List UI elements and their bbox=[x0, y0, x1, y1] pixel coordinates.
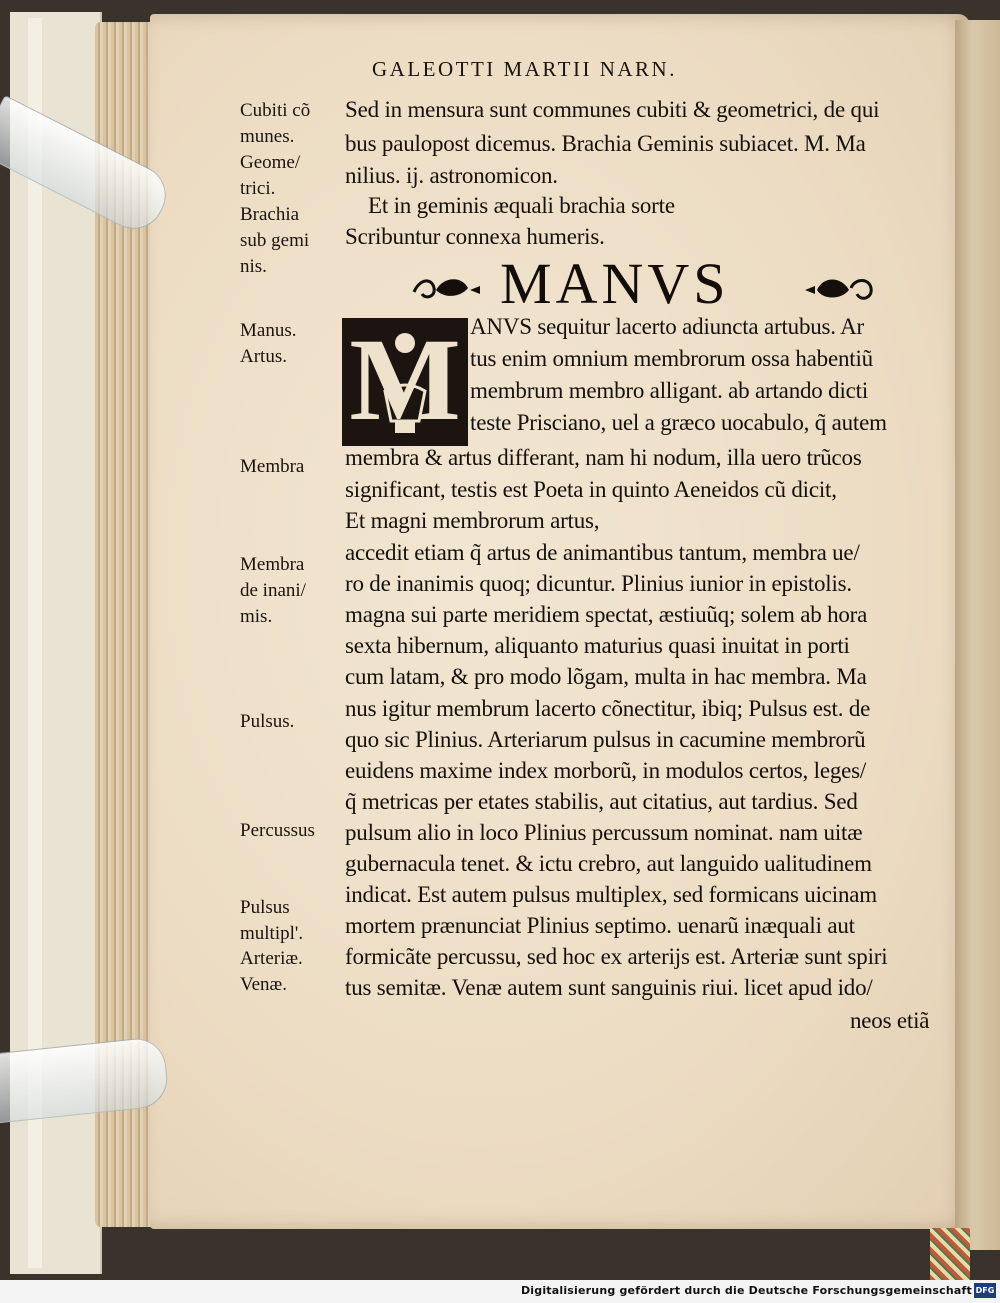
margin-note: Arteriæ. bbox=[240, 948, 303, 969]
margin-note: Geome/ trici. bbox=[240, 152, 301, 199]
text-line: ro de inanimis quoq; dicuntur. Plinius iunior in epistolis. bbox=[345, 571, 852, 596]
text-line: mortem prænunciat Plinius septimo. uenarũ inæquali aut bbox=[345, 913, 855, 938]
fleuron-right-icon bbox=[805, 270, 875, 310]
text-line: indicat. Est autem pulsus multiplex, sed formicans uicinam bbox=[345, 882, 877, 907]
text-line: significant, testis est Poeta in quinto Aeneidos cũ dicit, bbox=[345, 477, 837, 502]
bookmark-ribbon bbox=[930, 1228, 970, 1280]
drop-cap-letter: M bbox=[349, 318, 461, 445]
text-line: Sed in mensura sunt communes cubiti & geometrici, de qui bbox=[345, 97, 880, 122]
text-line: q̃ metricas per etates stabilis, aut citatius, aut tardius. Sed bbox=[345, 789, 858, 814]
margin-note: Pulsus multipl'. bbox=[240, 897, 304, 944]
fleuron-left-icon bbox=[410, 270, 480, 310]
text-line: Et magni membrorum artus, bbox=[345, 508, 600, 533]
text-line: pulsum alio in loco Plinius percussum nominat. nam uitæ bbox=[345, 820, 863, 845]
text-line: bus paulopost dicemus. Brachia Geminis subiacet. M. Ma bbox=[345, 131, 866, 156]
text-line: sexta hibernum, aliquanto maturius quasi inuitat in porti bbox=[345, 633, 850, 658]
margin-note: Percussus bbox=[240, 820, 315, 841]
margin-note: Membra de inani/ mis. bbox=[240, 554, 306, 627]
text-line: quo sic Plinius. Arteriarum pulsus in cacumine membrorũ bbox=[345, 727, 866, 752]
text-line: magna sui parte meridiem spectat, æstiuũq; solem ab hora bbox=[345, 602, 868, 627]
margin-note: Brachia sub gemi nis. bbox=[240, 204, 310, 277]
text-line: tus enim omnium membrorum ossa habentiũ bbox=[470, 346, 873, 371]
facing-page-gutter bbox=[955, 20, 1000, 1250]
text-line: Et in geminis æquali brachia sorte bbox=[368, 193, 675, 218]
text-line: tus semitæ. Venæ autem sunt sanguinis riui. licet apud ido/ bbox=[345, 975, 873, 1000]
dfg-logo: DFG bbox=[974, 1283, 996, 1298]
heading-word: MANVS bbox=[500, 251, 730, 316]
funding-credit: Digitalisierung gefördert durch die Deutsche Forschungsgemeinschaft bbox=[520, 1284, 972, 1297]
text-line: membra & artus differant, nam hi nodum, illa uero trũcos bbox=[345, 445, 862, 470]
text-line: membrum membro alligant. ab artando dicti bbox=[470, 378, 869, 403]
text-line: euidens maxime index morborũ, in modulos certos, leges/ bbox=[345, 758, 867, 783]
catchword: neos etiã bbox=[850, 1008, 930, 1033]
text-line: teste Prisciano, uel a græco uocabulo, q̃ autem bbox=[470, 410, 887, 435]
drop-cap-woodcut bbox=[342, 318, 468, 446]
margin-note: Cubiti cõ munes. bbox=[240, 100, 311, 147]
text-line: formicãte percussu, sed hoc ex arterijs est. Arteriæ sunt spiri bbox=[345, 944, 888, 969]
section-heading bbox=[410, 250, 890, 316]
text-line: Scribuntur connexa humeris. bbox=[345, 224, 605, 249]
text-line: accedit etiam q̃ artus de animantibus tantum, membra ue/ bbox=[345, 540, 860, 565]
text-line: ANVS sequitur lacerto adiuncta artubus. Ar bbox=[470, 314, 864, 339]
margin-note: Manus. Artus. bbox=[240, 320, 297, 367]
text-line: gubernacula tenet. & ictu crebro, aut languido ualitudinem bbox=[345, 851, 872, 876]
margin-note: Venæ. bbox=[240, 974, 287, 995]
text-line: nus igitur membrum lacerto cõnectitur, ibiq; Pulsus est. de bbox=[345, 696, 871, 721]
running-head: GALEOTTI MARTII NARN. bbox=[372, 57, 677, 81]
margin-note: Membra bbox=[240, 456, 305, 477]
text-line: nilius. ij. astronomicon. bbox=[345, 163, 558, 188]
margin-note: Pulsus. bbox=[240, 711, 295, 732]
text-line: cum latam, & pro modo lõgam, multa in hac membra. Ma bbox=[345, 664, 867, 689]
